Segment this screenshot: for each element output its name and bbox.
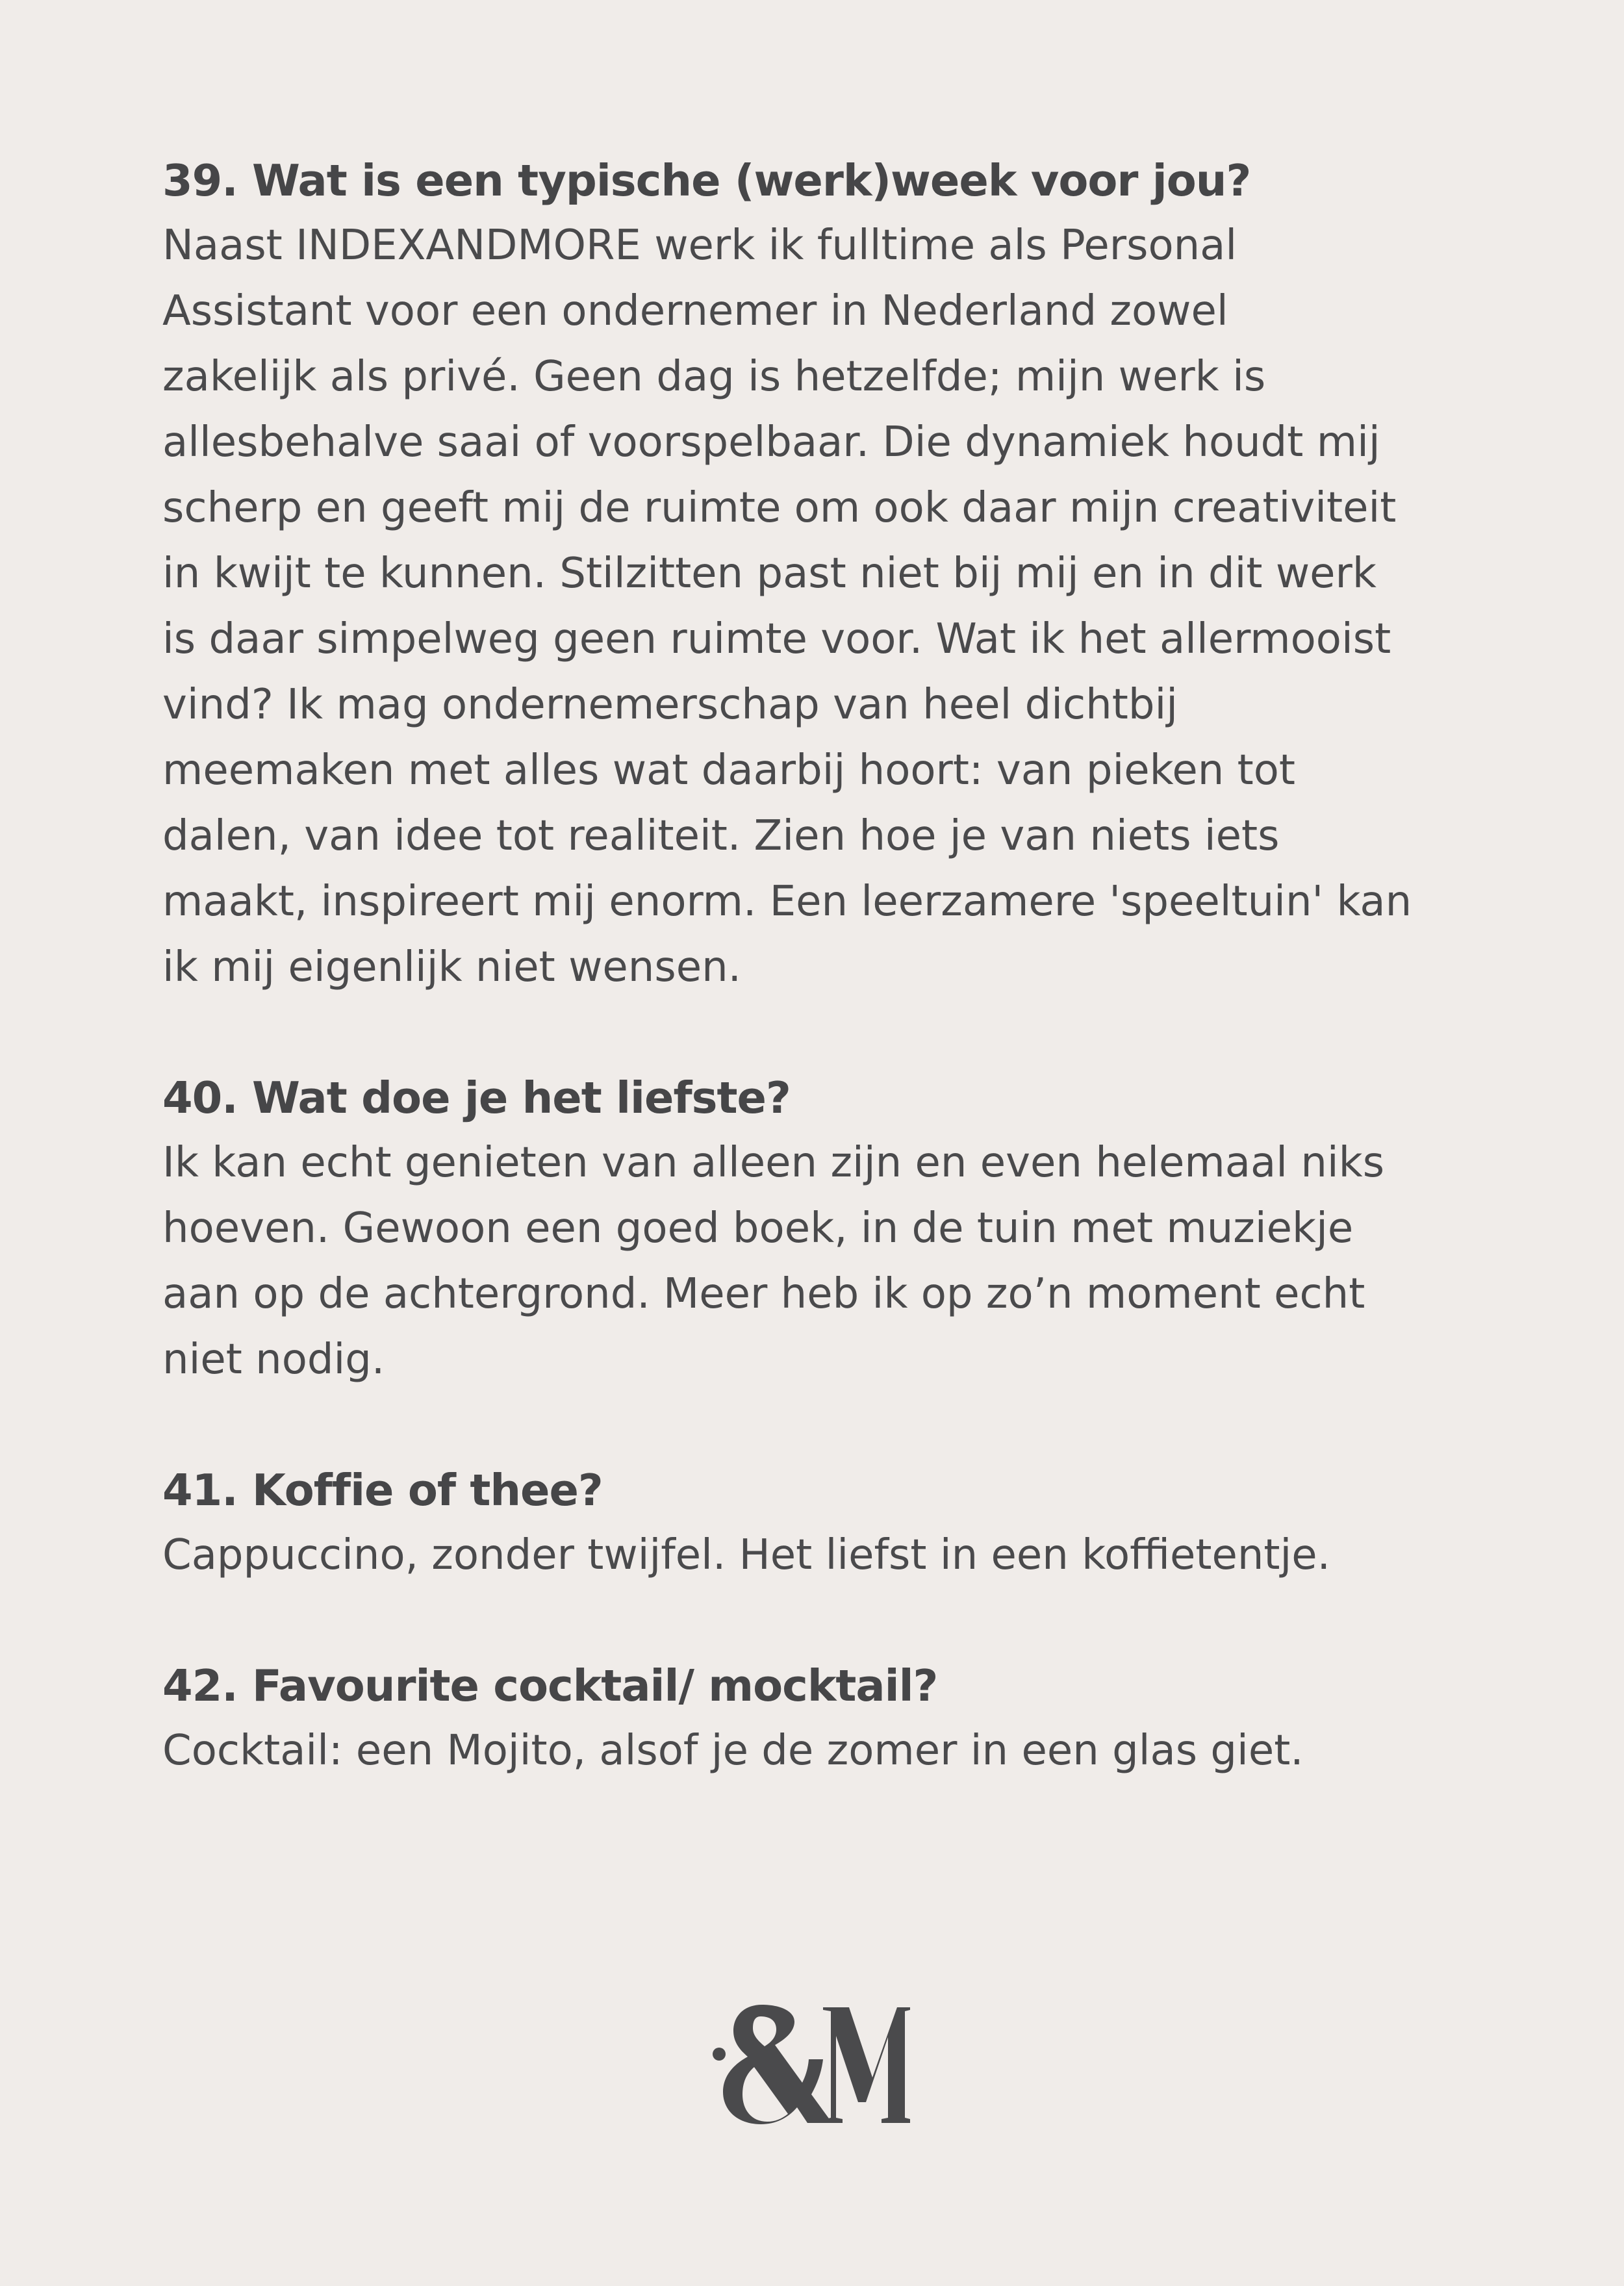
- question-heading: 41. Koffie of thee?: [162, 1465, 603, 1516]
- answer-line: zakelijk als privé. Geen dag is hetzelfde; mijn werk is: [162, 353, 1266, 401]
- question-heading: 42. Favourite cocktail/ mocktail?: [162, 1660, 938, 1711]
- qa-section-41: [162, 1458, 1481, 1588]
- qa-content: [162, 148, 1481, 1849]
- answer-line: ik mij eigenlijk niet wensen.: [162, 943, 741, 991]
- qa-section-40: [162, 1065, 1481, 1393]
- answer-line: Cappuccino, zonder twijfel. Het liefst in een koffietentje.: [162, 1531, 1330, 1579]
- question-heading: 40. Wat doe je het liefste?: [162, 1073, 791, 1123]
- answer-text: [162, 1718, 1481, 1784]
- logo-ampersand: [723, 2005, 832, 2124]
- answer-line: niet nodig.: [162, 1336, 385, 1384]
- answer-line: allesbehalve saai of voorspelbaar. Die dynamiek houdt mij: [162, 418, 1380, 466]
- answer-text: [162, 1130, 1481, 1393]
- answer-line: in kwijt te kunnen. Stilzitten past niet bij mij en in dit werk: [162, 550, 1377, 598]
- answer-line: is daar simpelweg geen ruimte voor. Wat ik het allermooist: [162, 615, 1391, 663]
- logo-m: [823, 2007, 910, 2123]
- question-heading: 39. Wat is een typische (werk)week voor jou?: [162, 155, 1251, 206]
- answer-line: Assistant voor een ondernemer in Nederland zowel: [162, 287, 1228, 335]
- answer-line: scherp en geeft mij de ruimte om ook daar mijn creativiteit: [162, 484, 1397, 532]
- logo-svg: [711, 2000, 913, 2129]
- ampersand-m-logo-icon: [711, 2000, 913, 2129]
- answer-text: [162, 1523, 1481, 1588]
- answer-line: aan op de achtergrond. Meer heb ik op zo’n moment echt: [162, 1270, 1365, 1318]
- answer-line: hoeven. Gewoon een goed boek, in de tuin met muziekje: [162, 1204, 1354, 1252]
- logo-dot: [713, 2048, 726, 2061]
- answer-line: Naast INDEXANDMORE werk ik fulltime als Personal: [162, 222, 1237, 270]
- answer-text: [162, 213, 1481, 1000]
- qa-section-42: [162, 1653, 1481, 1784]
- answer-line: dalen, van idee tot realiteit. Zien hoe je van niets iets: [162, 812, 1280, 860]
- answer-line: Ik kan echt genieten van alleen zijn en even helemaal niks: [162, 1139, 1385, 1187]
- answer-line: Cocktail: een Mojito, alsof je de zomer in een glas giet.: [162, 1727, 1304, 1775]
- answer-line: vind? Ik mag ondernemerschap van heel dichtbij: [162, 681, 1178, 729]
- qa-section-39: [162, 148, 1481, 1000]
- answer-line: maakt, inspireert mij enorm. Een leerzamere 'speeltuin' kan: [162, 878, 1412, 926]
- answer-line: meemaken met alles wat daarbij hoort: van pieken tot: [162, 746, 1295, 794]
